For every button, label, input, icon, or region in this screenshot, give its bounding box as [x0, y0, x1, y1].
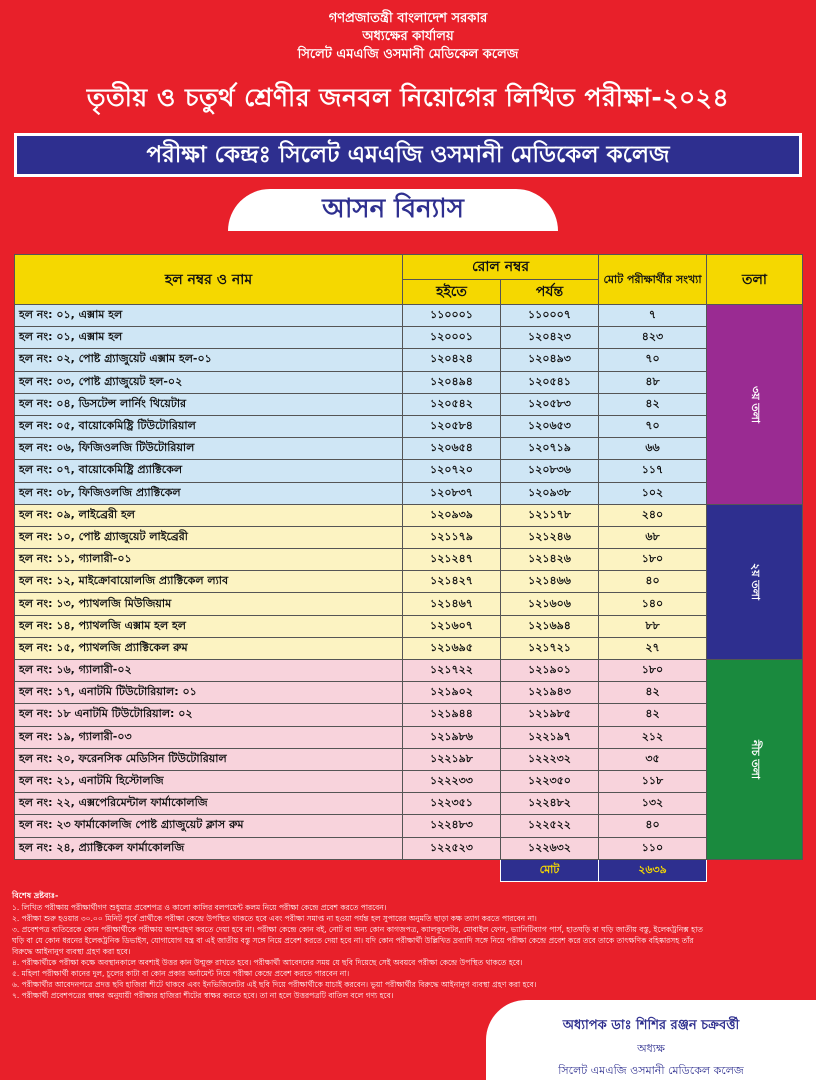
hall-name-cell: হল নং: ১৫, প্যাথলজি প্র্যাক্টিকেল রুম [15, 637, 403, 659]
hall-name-cell: হল নং: ২৪, প্র্যাক্টিকেল ফার্মাকোলজি [15, 837, 403, 859]
col-from-header: হইতে [403, 280, 501, 305]
table-row [15, 571, 803, 593]
roll-from-cell: ১২১৯৪৪ [403, 704, 501, 726]
roll-from-cell: ১২০৭২০ [403, 460, 501, 482]
table-row [15, 815, 803, 837]
roll-from-cell: ১২১৬৯৫ [403, 637, 501, 659]
roll-to-cell: ১২২২৩২ [501, 748, 599, 770]
col-floor-header: তলা [707, 255, 803, 305]
note-item: ১. লিখিত পরীক্ষায় পরীক্ষার্থীগণ শুধুমাত্র প্রবেশপত্র ও কালো কালির বলপয়েন্ট কলম নিয়ে পরীক্ষা কেন্দ্রে প্রবেশ করতে পারবেন। [12, 903, 387, 912]
candidate-count-cell: ৭ [599, 305, 707, 327]
table-row [15, 726, 803, 748]
signatory-org: সিলেট এমএজি ওসমানী মেডিকেল কলেজ [558, 1064, 744, 1077]
roll-from-cell: ১২১৪৬৭ [403, 593, 501, 615]
roll-from-cell: ১২১৪২৭ [403, 571, 501, 593]
candidate-count-cell: ৪০ [599, 571, 707, 593]
roll-to-cell: ১২০৪৯৩ [501, 349, 599, 371]
hall-name-cell: হল নং: ১৭, এনাটমি টিউটোরিয়াল: ০১ [15, 682, 403, 704]
floor-label: নীচ তলা [749, 739, 762, 779]
special-notes [12, 890, 712, 1001]
signature-block [486, 1000, 816, 1080]
floor-label: ৩য় তলা [748, 385, 762, 423]
roll-to-cell: ১২১২৪৬ [501, 526, 599, 548]
candidate-count-cell: ১১০ [599, 837, 707, 859]
hall-name-cell: হল নং: ০৪, ডিসটেন্স লার্নিং থিয়েটার [15, 393, 403, 415]
roll-to-cell: ১২১৭২১ [501, 637, 599, 659]
table-row [15, 349, 803, 371]
table-row [15, 660, 803, 682]
table-row [15, 526, 803, 548]
hall-name-cell: হল নং: ০৩, পোষ্ট গ্র্যাজুয়েট হল-০২ [15, 371, 403, 393]
hall-name-cell: হল নং: ০৬, ফিজিওলজি টিউটোরিয়াল [15, 438, 403, 460]
roll-to-cell: ১২১৯০১ [501, 660, 599, 682]
candidate-count-cell: ২৪০ [599, 504, 707, 526]
roll-to-cell: ১২২৪৮২ [501, 793, 599, 815]
table-row [15, 593, 803, 615]
roll-from-cell: ১২১৯৮৬ [403, 726, 501, 748]
hall-name-cell: হল নং: ০১, এক্সাম হল [15, 327, 403, 349]
candidate-count-cell: ৩৫ [599, 748, 707, 770]
table-row [15, 793, 803, 815]
roll-from-cell: ১২০৯৩৯ [403, 504, 501, 526]
college-name: সিলেট এমএজি ওসমানী মেডিকেল কলেজ [297, 47, 519, 62]
total-label: মোট [501, 859, 599, 881]
note-item: ৫. মহিলা পরীক্ষার্থী কানের দুল, চুলের কাটা বা কোন প্রকার অর্নামেন্ট নিয়ে পরীক্ষা কেন্দ্রে প্রবেশ করতে পারবেন না। [12, 969, 350, 978]
candidate-count-cell: ৮৮ [599, 615, 707, 637]
hall-name-cell: হল নং: ২১, এনাটমি হিস্টোলজি [15, 770, 403, 792]
total-row [15, 859, 803, 881]
floor-label-cell [707, 504, 803, 659]
roll-from-cell: ১২১২৪৭ [403, 549, 501, 571]
table-row [15, 305, 803, 327]
roll-from-cell: ১২০৪২৪ [403, 349, 501, 371]
roll-to-cell: ১২১১৭৮ [501, 504, 599, 526]
total-spacer [15, 859, 501, 881]
hall-name-cell: হল নং: ২২, এক্সপেরিমেন্টাল ফার্মাকোলজি [15, 793, 403, 815]
roll-to-cell: ১২১৪২৬ [501, 549, 599, 571]
table-row [15, 393, 803, 415]
note-item: ৪. পরীক্ষার্থীকে পরীক্ষা কক্ষে অবস্থানকালে অবশ্যই উত্তর কান উন্মুক্ত রাখতে হবে। পরীক্ষার্থী আবেদনের সময় যে ছবি দিয়েছে সেই অবয়বে পরীক্ষা কেন্দ্রে উপস্থিত থাকতে হবে। [12, 958, 523, 967]
signatory-designation: অধ্যক্ষ [637, 1042, 665, 1055]
hall-name-cell: হল নং: ১২, মাইক্রোবায়োলজি প্র্যাক্টিকেল ল্যাব [15, 571, 403, 593]
roll-from-cell: ১২১৬০৭ [403, 615, 501, 637]
candidate-count-cell: ৪২ [599, 682, 707, 704]
roll-to-cell: ১২০৮৩৬ [501, 460, 599, 482]
hall-name-cell: হল নং: ২০, ফরেনসিক মেডিসিন টিউটোরিয়াল [15, 748, 403, 770]
floor-label-cell [707, 660, 803, 860]
candidate-count-cell: ৭০ [599, 415, 707, 437]
table-row [15, 637, 803, 659]
note-item: ২. পরীক্ষা শুরু হওয়ার ৩০.০০ মিনিট পূর্বে প্রার্থীকে পরীক্ষা কেন্দ্রে উপস্থিত থাকতে হবে এবং পরীক্ষা সমাপ্ত না হওয়া পর্যন্ত হল সুপারের অনুমতি ছাড়া কক্ষ ত্যাগ করতে পারবেন না। [12, 914, 537, 923]
roll-from-cell: ১২২৫২৩ [403, 837, 501, 859]
table-row [15, 460, 803, 482]
roll-to-cell: ১২০৫৮৩ [501, 393, 599, 415]
roll-to-cell: ১২২৩৫০ [501, 770, 599, 792]
col-to-header: পর্যন্ত [501, 280, 599, 305]
candidate-count-cell: ৪৮ [599, 371, 707, 393]
candidate-count-cell: ৪০ [599, 815, 707, 837]
roll-to-cell: ১১০০০৭ [501, 305, 599, 327]
table-row [15, 415, 803, 437]
roll-from-cell: ১২০৮৩৭ [403, 482, 501, 504]
hall-name-cell: হল নং: ০৮, ফিজিওলজি প্র্যাক্টিকেল [15, 482, 403, 504]
candidate-count-cell: ১১৮ [599, 770, 707, 792]
hall-name-cell: হল নং: ০৭, বায়োকেমিষ্ট্রি প্র্যাক্টিকেল [15, 460, 403, 482]
col-roll-header: রোল নম্বর [403, 255, 599, 280]
roll-from-cell: ১১০০০১ [403, 305, 501, 327]
candidate-count-cell: ৪২৩ [599, 327, 707, 349]
note-item: ৩. প্রবেশপত্র ব্যতিরেকে কোন পরীক্ষার্থীকে পরীক্ষায় অংশগ্রহণ করতে দেয়া হবে না। পরীক্ষা কেন্দ্রে কোন বই, নোট বা অন্য কোন কাগজপত্র, ক্যালকুলেটর, মোবাইল ফোন, ভ্যানিটিব্যাগ পার্স, হাতঘড়ি বা ঘড়ি জাতীয় বস্তু, ইলেকট্রনিক্স হাত ঘড়ি বা যে কোন ধরনের ইলেকট্রনিক ডিভাইস, যোগাযোগ যন্ত্র বা এই জাতীয় বস্তু সঙ্গে নিয়ে প্রবেশ করতে দেয়া হবে না। যদি কোন পরীক্ষার্থী উল্লিখিত দ্রব্যাদি সঙ্গে নিয়ে পরীক্ষা কেন্দ্রে প্রবেশ করে তবে তাকে তাৎক্ষণিক বহিষ্কারসহ তাঁর বিরুদ্ধে আইনানুগ ব্যবস্থা গ্রহণ করা হবে। [12, 925, 703, 956]
roll-from-cell: ১২০০০১ [403, 327, 501, 349]
table-row [15, 615, 803, 637]
table-row [15, 371, 803, 393]
candidate-count-cell: ২১২ [599, 726, 707, 748]
candidate-count-cell: ১৩২ [599, 793, 707, 815]
col-total-header: মোট পরীক্ষার্থীর সংখ্যা [599, 255, 707, 305]
table-row [15, 438, 803, 460]
notice-header [0, 0, 816, 64]
table-row [15, 682, 803, 704]
hall-name-cell: হল নং: ১১, গ্যালারী-০১ [15, 549, 403, 571]
office-name: অধ্যক্ষের কার্যালয় [362, 29, 454, 44]
candidate-count-cell: ৭০ [599, 349, 707, 371]
roll-to-cell: ১২১৪৬৬ [501, 571, 599, 593]
roll-to-cell: ১২০৫৪১ [501, 371, 599, 393]
seating-table [14, 254, 803, 882]
note-item: ৭. পরীক্ষার্থী প্রবেশপত্রের স্বাক্ষর অনুযায়ী পরীক্ষার হাজিরা শীটের স্বাক্ষর করতে হবে। তা না হলে উত্তরপত্রটি বাতিল বলে গণ্য হবে। [12, 991, 394, 1000]
hall-name-cell: হল নং: ০১, এক্সাম হল [15, 305, 403, 327]
table-row [15, 770, 803, 792]
roll-from-cell: ১২০৪৯৪ [403, 371, 501, 393]
candidate-count-cell: ১১৭ [599, 460, 707, 482]
candidate-count-cell: ১৮০ [599, 660, 707, 682]
notes-title: বিশেষ দ্রষ্টব্যঃ- [12, 891, 59, 900]
seating-tab-wrap [0, 183, 816, 229]
hall-name-cell: হল নং: ১৬, গ্যালারী-০২ [15, 660, 403, 682]
roll-from-cell: ১২২২৩৩ [403, 770, 501, 792]
total-value: ২৬৩৯ [599, 859, 707, 881]
roll-from-cell: ১২১১৭৯ [403, 526, 501, 548]
table-row [15, 549, 803, 571]
roll-to-cell: ১২০৭১৯ [501, 438, 599, 460]
hall-name-cell: হল নং: ২৩ ফার্মাকোলজি পোষ্ট গ্র্যাজুয়েট ক্লাস রুম [15, 815, 403, 837]
floor-label-cell [707, 305, 803, 505]
table-row [15, 748, 803, 770]
hall-name-cell: হল নং: ১৯, গ্যালারী-০৩ [15, 726, 403, 748]
exam-center-banner: পরীক্ষা কেন্দ্রঃ সিলেট এমএজি ওসমানী মেডিকেল কলেজ [14, 133, 802, 177]
roll-from-cell: ১২০৫৮৪ [403, 415, 501, 437]
floor-label: ২য় তলা [748, 563, 762, 601]
roll-from-cell: ১২১৯০২ [403, 682, 501, 704]
roll-to-cell: ১২০৬৫৩ [501, 415, 599, 437]
roll-from-cell: ১২০৬৫৪ [403, 438, 501, 460]
roll-from-cell: ১২০৫৪২ [403, 393, 501, 415]
table-row [15, 504, 803, 526]
candidate-count-cell: ২৭ [599, 637, 707, 659]
hall-name-cell: হল নং: ১০, পোষ্ট গ্র্যাজুয়েট লাইব্রেরী [15, 526, 403, 548]
candidate-count-cell: ৪২ [599, 704, 707, 726]
candidate-count-cell: ১০২ [599, 482, 707, 504]
roll-from-cell: ১২২১৯৮ [403, 748, 501, 770]
candidate-count-cell: ৪২ [599, 393, 707, 415]
hall-name-cell: হল নং: ১৪, প্যাথলজি এক্সাম হল হল [15, 615, 403, 637]
seating-plan-title: আসন বিন্যাস [228, 189, 558, 231]
hall-name-cell: হল নং: ০৫, বায়োকেমিষ্ট্রি টিউটোরিয়াল [15, 415, 403, 437]
hall-name-cell: হল নং: ১৮ এনাটমি টিউটোরিয়াল: ০২ [15, 704, 403, 726]
roll-to-cell: ১২০৪২৩ [501, 327, 599, 349]
roll-to-cell: ১২১৬৯৪ [501, 615, 599, 637]
roll-to-cell: ১২২১৯৭ [501, 726, 599, 748]
roll-to-cell: ১২১৯৮৫ [501, 704, 599, 726]
exam-title: তৃতীয় ও চতুর্থ শ্রেণীর জনবল নিয়োগের লিখিত পরীক্ষা-২০২৪ [86, 83, 730, 112]
table-row [15, 327, 803, 349]
table-row [15, 837, 803, 859]
note-item: ৬. পরীক্ষার্থীর আবেদনপত্রে প্রদত্ত ছবি হাজিরা শীটে থাকবে এবং ইনভিজিলেটর এই ছবি দিয়ে পরীক্ষার্থীকে যাচাই করবেন। ভুয়া পরীক্ষার্থীর বিরুদ্ধে আইনানুগ ব্যবস্থা গ্রহণ করা হবে। [12, 980, 537, 989]
candidate-count-cell: ৬৮ [599, 526, 707, 548]
roll-from-cell: ১২১৭২২ [403, 660, 501, 682]
roll-from-cell: ১২২৩৫১ [403, 793, 501, 815]
roll-to-cell: ১২২৫২২ [501, 815, 599, 837]
roll-to-cell: ১২১৯৪৩ [501, 682, 599, 704]
roll-to-cell: ১২২৬৩২ [501, 837, 599, 859]
table-row [15, 704, 803, 726]
col-hall-header: হল নম্বর ও নাম [15, 255, 403, 305]
hall-name-cell: হল নং: ০২, পোষ্ট গ্র্যাজুয়েট এক্সাম হল-০১ [15, 349, 403, 371]
roll-to-cell: ১২১৬০৬ [501, 593, 599, 615]
govt-name: গণপ্রজাতন্ত্রী বাংলাদেশ সরকার [328, 11, 488, 26]
roll-from-cell: ১২২৪৮৩ [403, 815, 501, 837]
candidate-count-cell: ১৪০ [599, 593, 707, 615]
total-spacer [707, 859, 803, 881]
hall-name-cell: হল নং: ০৯, লাইব্রেরী হল [15, 504, 403, 526]
table-row [15, 482, 803, 504]
roll-to-cell: ১২০৯৩৮ [501, 482, 599, 504]
candidate-count-cell: ৬৬ [599, 438, 707, 460]
signatory-name: অধ্যাপক ডাঃ শিশির রঞ্জন চক্রবর্ত্তী [562, 1018, 740, 1033]
hall-name-cell: হল নং: ১৩, প্যাথলজি মিউজিয়াম [15, 593, 403, 615]
candidate-count-cell: ১৮০ [599, 549, 707, 571]
